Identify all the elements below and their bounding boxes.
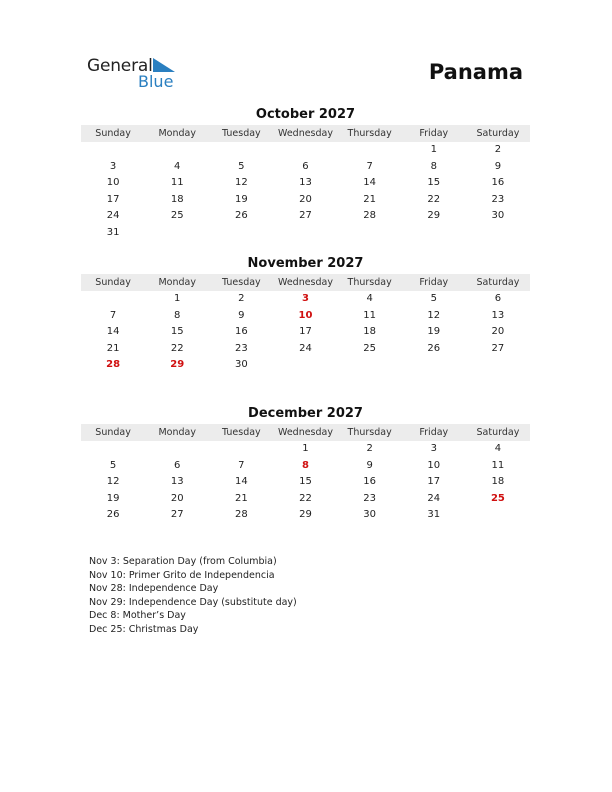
day-cell: 14 — [234, 476, 248, 487]
day-cell: 15 — [299, 476, 312, 487]
day-cell: 29 — [427, 210, 441, 221]
week-row — [81, 208, 530, 225]
day-cell: 9 — [366, 459, 373, 471]
weekday-label: Friday — [419, 277, 449, 288]
day-cell: 2 — [238, 293, 245, 304]
day-cell: 11 — [363, 309, 376, 321]
day-cell: 27 — [299, 210, 312, 221]
day-cell: 20 — [491, 326, 505, 337]
day-cell: 25 — [170, 210, 184, 221]
empty-day-cell — [81, 142, 145, 159]
holiday-notes-list — [89, 555, 297, 637]
weekday-header-row — [81, 274, 530, 291]
month-title: October 2027 — [255, 107, 356, 122]
empty-day-cell — [81, 441, 145, 458]
day-cell: 17 — [106, 193, 120, 205]
weekday-label: Tuesday — [222, 427, 261, 438]
day-cell: 18 — [170, 193, 184, 205]
week-row — [81, 142, 530, 159]
week-row — [81, 225, 530, 242]
day-cell: 16 — [491, 177, 505, 188]
weekday-header-row — [81, 424, 530, 441]
weekday-label: Monday — [158, 128, 196, 139]
day-cell: 25 — [363, 342, 376, 354]
day-cell: 27 — [170, 509, 184, 520]
day-cell: 16 — [234, 326, 248, 337]
day-cell: 9 — [238, 309, 245, 321]
empty-day-cell — [338, 357, 402, 374]
day-cell: 19 — [234, 193, 248, 205]
day-cell: 4 — [366, 293, 373, 304]
day-cell: 6 — [174, 459, 181, 471]
week-row — [81, 458, 530, 475]
day-cell: 26 — [427, 342, 441, 354]
day-cell: 1 — [302, 443, 309, 454]
weekday-label: Monday — [158, 277, 196, 288]
empty-day-cell — [273, 357, 337, 374]
weekday-label: Saturday — [476, 128, 520, 139]
day-cell: 14 — [106, 326, 120, 337]
empty-day-cell — [81, 291, 145, 308]
day-cell: 7 — [366, 160, 373, 172]
day-cell: 13 — [491, 309, 505, 321]
day-cell: 7 — [238, 459, 245, 471]
day-cell: 26 — [234, 210, 248, 221]
day-cell: 24 — [299, 342, 312, 354]
day-cell: 11 — [170, 177, 184, 188]
holiday-note: Nov 29: Independence Day (substitute day) — [89, 596, 297, 608]
month-title: December 2027 — [248, 406, 363, 421]
month-title: November 2027 — [247, 256, 364, 271]
day-cell: 1 — [174, 293, 181, 304]
month-calendar-october — [81, 106, 530, 241]
day-cell: 2 — [366, 443, 373, 454]
empty-day-cell — [145, 225, 209, 242]
week-row — [81, 192, 530, 209]
week-row — [81, 341, 530, 358]
weekday-label: Wednesday — [277, 277, 333, 288]
generalblue-logo — [87, 56, 197, 92]
day-cell: 24 — [427, 492, 441, 504]
day-cell: 22 — [427, 193, 441, 205]
day-cell: 12 — [427, 309, 441, 321]
empty-day-cell — [145, 441, 209, 458]
empty-day-cell — [273, 225, 337, 242]
day-cell: 17 — [427, 476, 441, 487]
empty-day-cell — [402, 225, 466, 242]
day-cell: 28 — [234, 509, 248, 520]
day-cell: 7 — [109, 309, 117, 321]
empty-day-cell — [466, 225, 530, 242]
weekday-label: Wednesday — [277, 128, 333, 139]
day-cell: 13 — [170, 476, 184, 487]
week-row — [81, 474, 530, 491]
holiday-note: Dec 8: Mother’s Day — [89, 610, 186, 622]
day-cell: 8 — [174, 309, 181, 321]
day-cell: 14 — [363, 177, 376, 188]
day-cell: 29 — [299, 509, 312, 520]
day-cell: 30 — [234, 359, 248, 370]
logo-text-general: General — [87, 56, 153, 76]
day-cell: 10 — [106, 177, 120, 188]
empty-day-cell — [466, 507, 530, 524]
weekday-label: Monday — [158, 427, 196, 438]
day-cell: 22 — [299, 492, 312, 504]
weekday-label: Friday — [419, 427, 449, 438]
empty-day-cell — [338, 142, 402, 159]
day-cell: 3 — [430, 443, 437, 454]
weekday-label: Thursday — [347, 277, 392, 288]
day-cell: 12 — [234, 177, 248, 188]
week-row — [81, 441, 530, 458]
day-cell: 20 — [299, 193, 312, 205]
weekday-label: Thursday — [347, 427, 392, 438]
day-cell: 28 — [363, 210, 376, 221]
day-cell: 24 — [106, 210, 120, 221]
day-cell: 8 — [430, 160, 437, 172]
weekday-label: Wednesday — [277, 427, 333, 438]
holiday-note: Nov 28: Independence Day — [89, 583, 219, 595]
day-cell: 21 — [106, 342, 120, 354]
day-cell: 30 — [491, 210, 505, 221]
day-cell: 6 — [302, 160, 309, 172]
holiday-day-cell: 28 — [106, 359, 121, 370]
day-cell: 12 — [106, 476, 120, 487]
day-cell: 11 — [491, 459, 505, 471]
day-cell: 27 — [491, 342, 505, 354]
day-cell: 21 — [363, 193, 376, 205]
weekday-label: Sunday — [95, 128, 131, 139]
week-row — [81, 491, 530, 508]
week-row — [81, 291, 530, 308]
holiday-note: Dec 25: Christmas Day — [89, 623, 199, 635]
empty-day-cell — [402, 357, 466, 374]
day-cell: 19 — [106, 492, 120, 504]
holiday-day-cell: 3 — [302, 293, 309, 304]
month-calendar-december — [81, 405, 530, 524]
day-cell: 23 — [363, 492, 376, 504]
day-cell: 5 — [430, 293, 437, 304]
day-cell: 5 — [238, 160, 245, 172]
weekday-label: Tuesday — [222, 128, 261, 139]
day-cell: 15 — [170, 326, 184, 337]
weekday-header-row — [81, 125, 530, 142]
empty-day-cell — [466, 357, 530, 374]
empty-day-cell — [145, 142, 209, 159]
day-cell: 4 — [174, 160, 181, 172]
holiday-note: Nov 10: Primer Grito de Independencia — [89, 569, 275, 581]
day-cell: 17 — [299, 326, 312, 337]
day-cell: 1 — [430, 144, 437, 155]
country-title: Panama — [428, 60, 523, 84]
day-cell: 16 — [363, 476, 376, 487]
week-row — [81, 324, 530, 341]
day-cell: 23 — [234, 342, 248, 354]
day-cell: 26 — [106, 509, 120, 520]
day-cell: 23 — [491, 193, 505, 205]
empty-day-cell — [209, 225, 273, 242]
day-cell: 18 — [491, 476, 505, 487]
week-row — [81, 175, 530, 192]
weekday-label: Saturday — [476, 277, 520, 288]
empty-day-cell — [273, 142, 337, 159]
logo-text-blue: Blue — [138, 72, 174, 91]
weekday-label: Saturday — [476, 427, 520, 438]
day-cell: 5 — [109, 459, 117, 471]
week-row — [81, 507, 530, 524]
day-cell: 19 — [427, 326, 441, 337]
month-calendar-november — [81, 255, 530, 374]
day-cell: 4 — [494, 443, 502, 454]
weekday-label: Thursday — [347, 128, 392, 139]
day-cell: 30 — [363, 509, 376, 520]
logo-triangle-icon — [153, 58, 175, 72]
holiday-day-cell: 29 — [170, 359, 185, 370]
day-cell: 2 — [494, 144, 502, 155]
holiday-day-cell: 10 — [298, 309, 313, 321]
empty-day-cell — [338, 225, 402, 242]
day-cell: 21 — [234, 492, 248, 504]
day-cell: 3 — [109, 160, 117, 172]
empty-day-cell — [209, 441, 273, 458]
weekday-label: Friday — [419, 128, 449, 139]
day-cell: 22 — [170, 342, 184, 354]
holiday-note: Nov 3: Separation Day (from Columbia) — [89, 556, 277, 567]
day-cell: 13 — [299, 177, 312, 188]
week-row — [81, 308, 530, 325]
day-cell: 6 — [494, 293, 502, 304]
day-cell: 31 — [106, 226, 120, 238]
holiday-day-cell: 25 — [490, 492, 505, 504]
week-row — [81, 357, 530, 374]
holiday-day-cell: 8 — [302, 459, 309, 471]
day-cell: 18 — [363, 326, 376, 337]
day-cell: 10 — [427, 459, 441, 471]
weekday-label: Tuesday — [222, 277, 261, 288]
weekday-label: Sunday — [95, 427, 131, 438]
day-cell: 9 — [494, 160, 502, 172]
empty-day-cell — [209, 142, 273, 159]
week-row — [81, 159, 530, 176]
day-cell: 31 — [427, 509, 441, 520]
weekday-label: Sunday — [95, 277, 131, 288]
day-cell: 20 — [170, 492, 184, 504]
day-cell: 15 — [427, 177, 441, 188]
